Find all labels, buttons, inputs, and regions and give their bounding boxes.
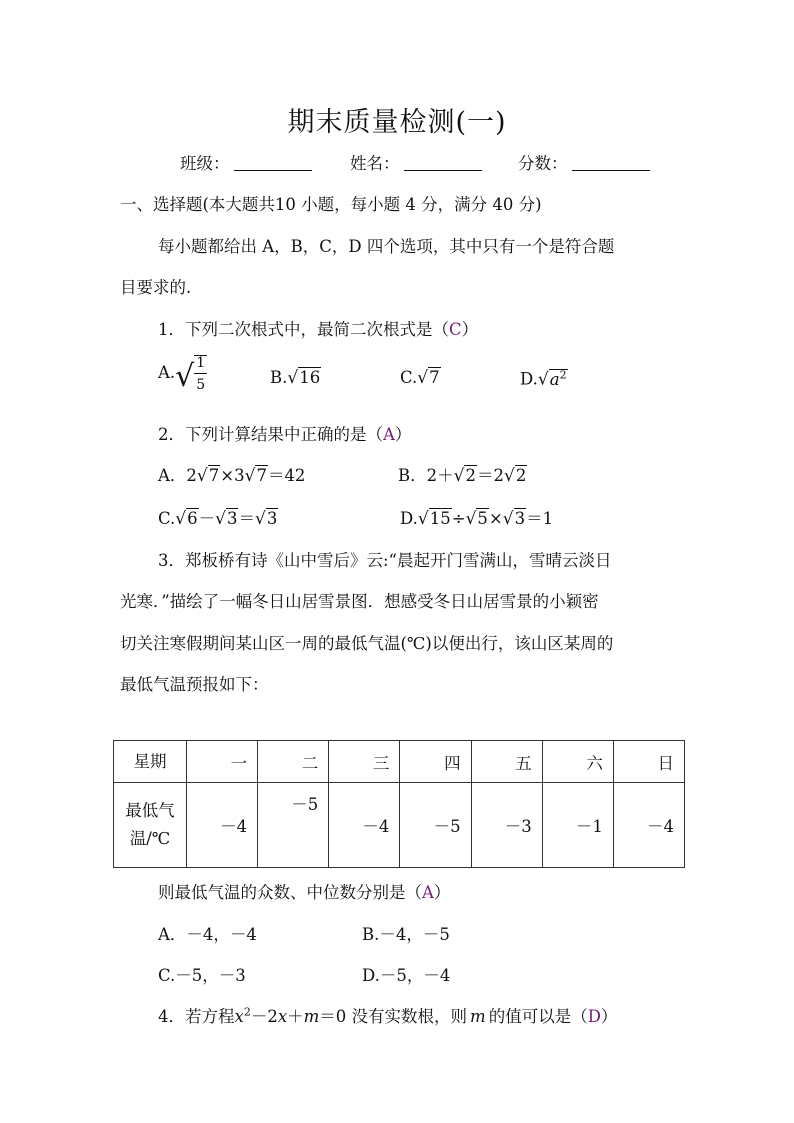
temp-cell: －3: [471, 783, 542, 868]
score-blank: [572, 156, 650, 171]
exponent: 2: [559, 368, 567, 381]
result: ＝1: [526, 509, 554, 528]
q3-close: ）: [433, 883, 451, 902]
temp-cell: [258, 783, 329, 868]
section-intro-line1: 每小题都给出 A，B，C，D 四个选项，其中只有一个是符合题: [158, 237, 615, 256]
variable-x: x: [234, 1007, 244, 1026]
q1-close: ）: [461, 320, 479, 339]
q4-stem: [158, 1003, 617, 1027]
radicand: 2: [515, 466, 527, 485]
operator: －2: [250, 1007, 278, 1026]
radical-sign-icon: √: [465, 509, 477, 529]
score-field: [518, 150, 650, 174]
section-intro-line2: 目要求的.: [120, 278, 192, 297]
radicand: 5: [477, 509, 488, 528]
day-cell: 六: [542, 741, 613, 783]
q1-option-d-label: D.: [520, 369, 538, 389]
radicand: 2: [465, 466, 476, 485]
operator: ×: [488, 509, 503, 528]
exponent: 2: [243, 1005, 251, 1019]
q3-followup: [158, 879, 450, 903]
q1-option-b: [270, 368, 321, 388]
day-cell: 三: [329, 741, 400, 783]
radical-sign-icon: √: [537, 369, 549, 390]
table-row: [114, 783, 685, 868]
table-header-weekday: 星期: [114, 741, 187, 783]
temp-cell: －4: [329, 783, 400, 868]
q4-close: ）: [600, 1007, 618, 1026]
radical-sign-icon: √: [417, 368, 429, 388]
class-blank: [234, 156, 312, 171]
variable-m: m: [303, 1007, 320, 1026]
day-cell: 二: [258, 741, 329, 783]
q1-option-c-label: C.: [400, 368, 418, 387]
q2-option-b-label: B．2＋: [398, 466, 454, 485]
fraction-numerator: 1: [194, 356, 207, 374]
q3-line1: 3．郑板桥有诗《山中雪后》云:“晨起开门雪满山，雪晴云淡日: [158, 551, 612, 570]
q1-option-d-radicand: [549, 369, 568, 389]
q4-text: ＝0 没有实数根，则: [319, 1007, 468, 1026]
q3-option-c: C.－5，－3: [158, 966, 246, 985]
q4-answer: D: [587, 1007, 601, 1026]
operator: ×3: [220, 466, 245, 485]
radical-sign-icon: √: [196, 466, 208, 486]
temp-cell: －4: [613, 783, 684, 868]
q1-option-a-label: A.: [158, 363, 176, 382]
operator: ＋: [287, 1007, 304, 1026]
radical-sign-icon: √: [175, 509, 187, 529]
q2-option-d: [400, 505, 553, 529]
q3-line3: 切关注寒假期间某山区一周的最低气温(℃)以便出行，该山区某周的: [120, 634, 614, 653]
q3-line2: 光寒．”描绘了一幅冬日山居雪景图．想感受冬日山居雪景的小颖密: [120, 592, 599, 611]
q1-option-b-label: B.: [270, 368, 288, 387]
q1-answer: C: [449, 320, 462, 339]
day-cell: 日: [613, 741, 684, 783]
variable-x: x: [277, 1007, 288, 1026]
q2-stem-text: 2．下列计算结果中正确的是（: [158, 425, 383, 444]
q2-option-c: [158, 505, 278, 529]
name-blank: [404, 156, 482, 171]
name-label: 姓名：: [350, 154, 400, 173]
fraction-denominator: 5: [196, 377, 206, 393]
radical-sign-icon: √: [175, 359, 195, 394]
q2-stem: [158, 421, 411, 445]
operator: －: [198, 509, 216, 528]
operator: ＝2: [476, 466, 504, 485]
day-cell: 一: [187, 741, 258, 783]
q2-option-a: [158, 462, 305, 486]
q2-option-c-label: C.: [158, 509, 176, 528]
q1-option-a: [158, 355, 207, 394]
q2-option-d-label: D.: [400, 509, 418, 528]
radical-sign-icon: √: [244, 466, 256, 486]
q1-stem: [158, 316, 478, 340]
radical-sign-icon: √: [417, 509, 429, 529]
variable-a: a: [549, 369, 560, 389]
name-field: [350, 150, 482, 174]
radicand: 6: [187, 509, 198, 528]
class-field: [180, 150, 312, 174]
radical-sign-icon: √: [215, 509, 226, 529]
temp-cell: －1: [542, 783, 613, 868]
q4-tail: 的值可以是（: [488, 1007, 588, 1026]
q1-option-b-radicand: 16: [299, 368, 321, 387]
operator: ÷: [451, 509, 466, 528]
class-label: 班级：: [180, 154, 230, 173]
q3-line4: 最低气温预报如下：: [120, 675, 269, 694]
radicand: 7: [256, 466, 267, 485]
q2-close: ）: [394, 425, 412, 444]
q3-answer: A: [422, 883, 434, 902]
table-row: [114, 741, 685, 783]
radicand: 7: [208, 466, 220, 485]
q1-option-c: [400, 368, 441, 388]
radical-sign-icon: √: [502, 509, 514, 529]
day-cell: 五: [471, 741, 542, 783]
radical-sign-icon: √: [503, 466, 515, 486]
radicand: 3: [514, 509, 526, 528]
page-title: 期末质量检测(一): [287, 107, 507, 138]
variable-m: m: [470, 1007, 486, 1026]
q3-option-d: D.－5，－4: [362, 966, 451, 985]
radical-sign-icon: √: [453, 466, 465, 486]
radicand: 3: [226, 509, 238, 528]
operator: ＝: [238, 509, 255, 528]
q3-option-a: A．－4，－4: [158, 925, 257, 944]
section-heading: 一、选择题(本大题共10 小题，每小题 4 分，满分 40 分): [120, 195, 542, 214]
score-label: 分数：: [518, 154, 568, 173]
header-line: 温/℃: [129, 829, 171, 848]
header-line: 最低气: [125, 801, 175, 820]
q2-option-b: [398, 462, 527, 486]
day-cell: 四: [400, 741, 471, 783]
temp-value: －5: [291, 795, 319, 814]
q2-option-a-label: A．2: [158, 466, 197, 485]
q3-option-b: B.－4，－5: [362, 925, 450, 944]
table-header-temperature: [114, 783, 187, 868]
radicand: 15: [429, 509, 451, 528]
q1-option-d: [520, 368, 568, 390]
radical-sign-icon: √: [254, 509, 266, 529]
q1-option-c-radicand: 7: [429, 368, 440, 387]
temperature-table: [113, 740, 685, 868]
result: ＝42: [267, 466, 306, 485]
q1-option-a-fraction: [194, 355, 207, 392]
radical-sign-icon: √: [287, 368, 299, 388]
q3-followup-text: 则最低气温的众数、中位数分别是（: [158, 883, 422, 902]
q2-answer: A: [383, 425, 395, 444]
q1-stem-text: 1．下列二次根式中，最简二次根式是（: [158, 320, 449, 339]
q4-prefix: 4．若方程: [158, 1007, 235, 1026]
temp-cell: －4: [187, 783, 258, 868]
radicand: 3: [266, 509, 278, 528]
temp-cell: －5: [400, 783, 471, 868]
